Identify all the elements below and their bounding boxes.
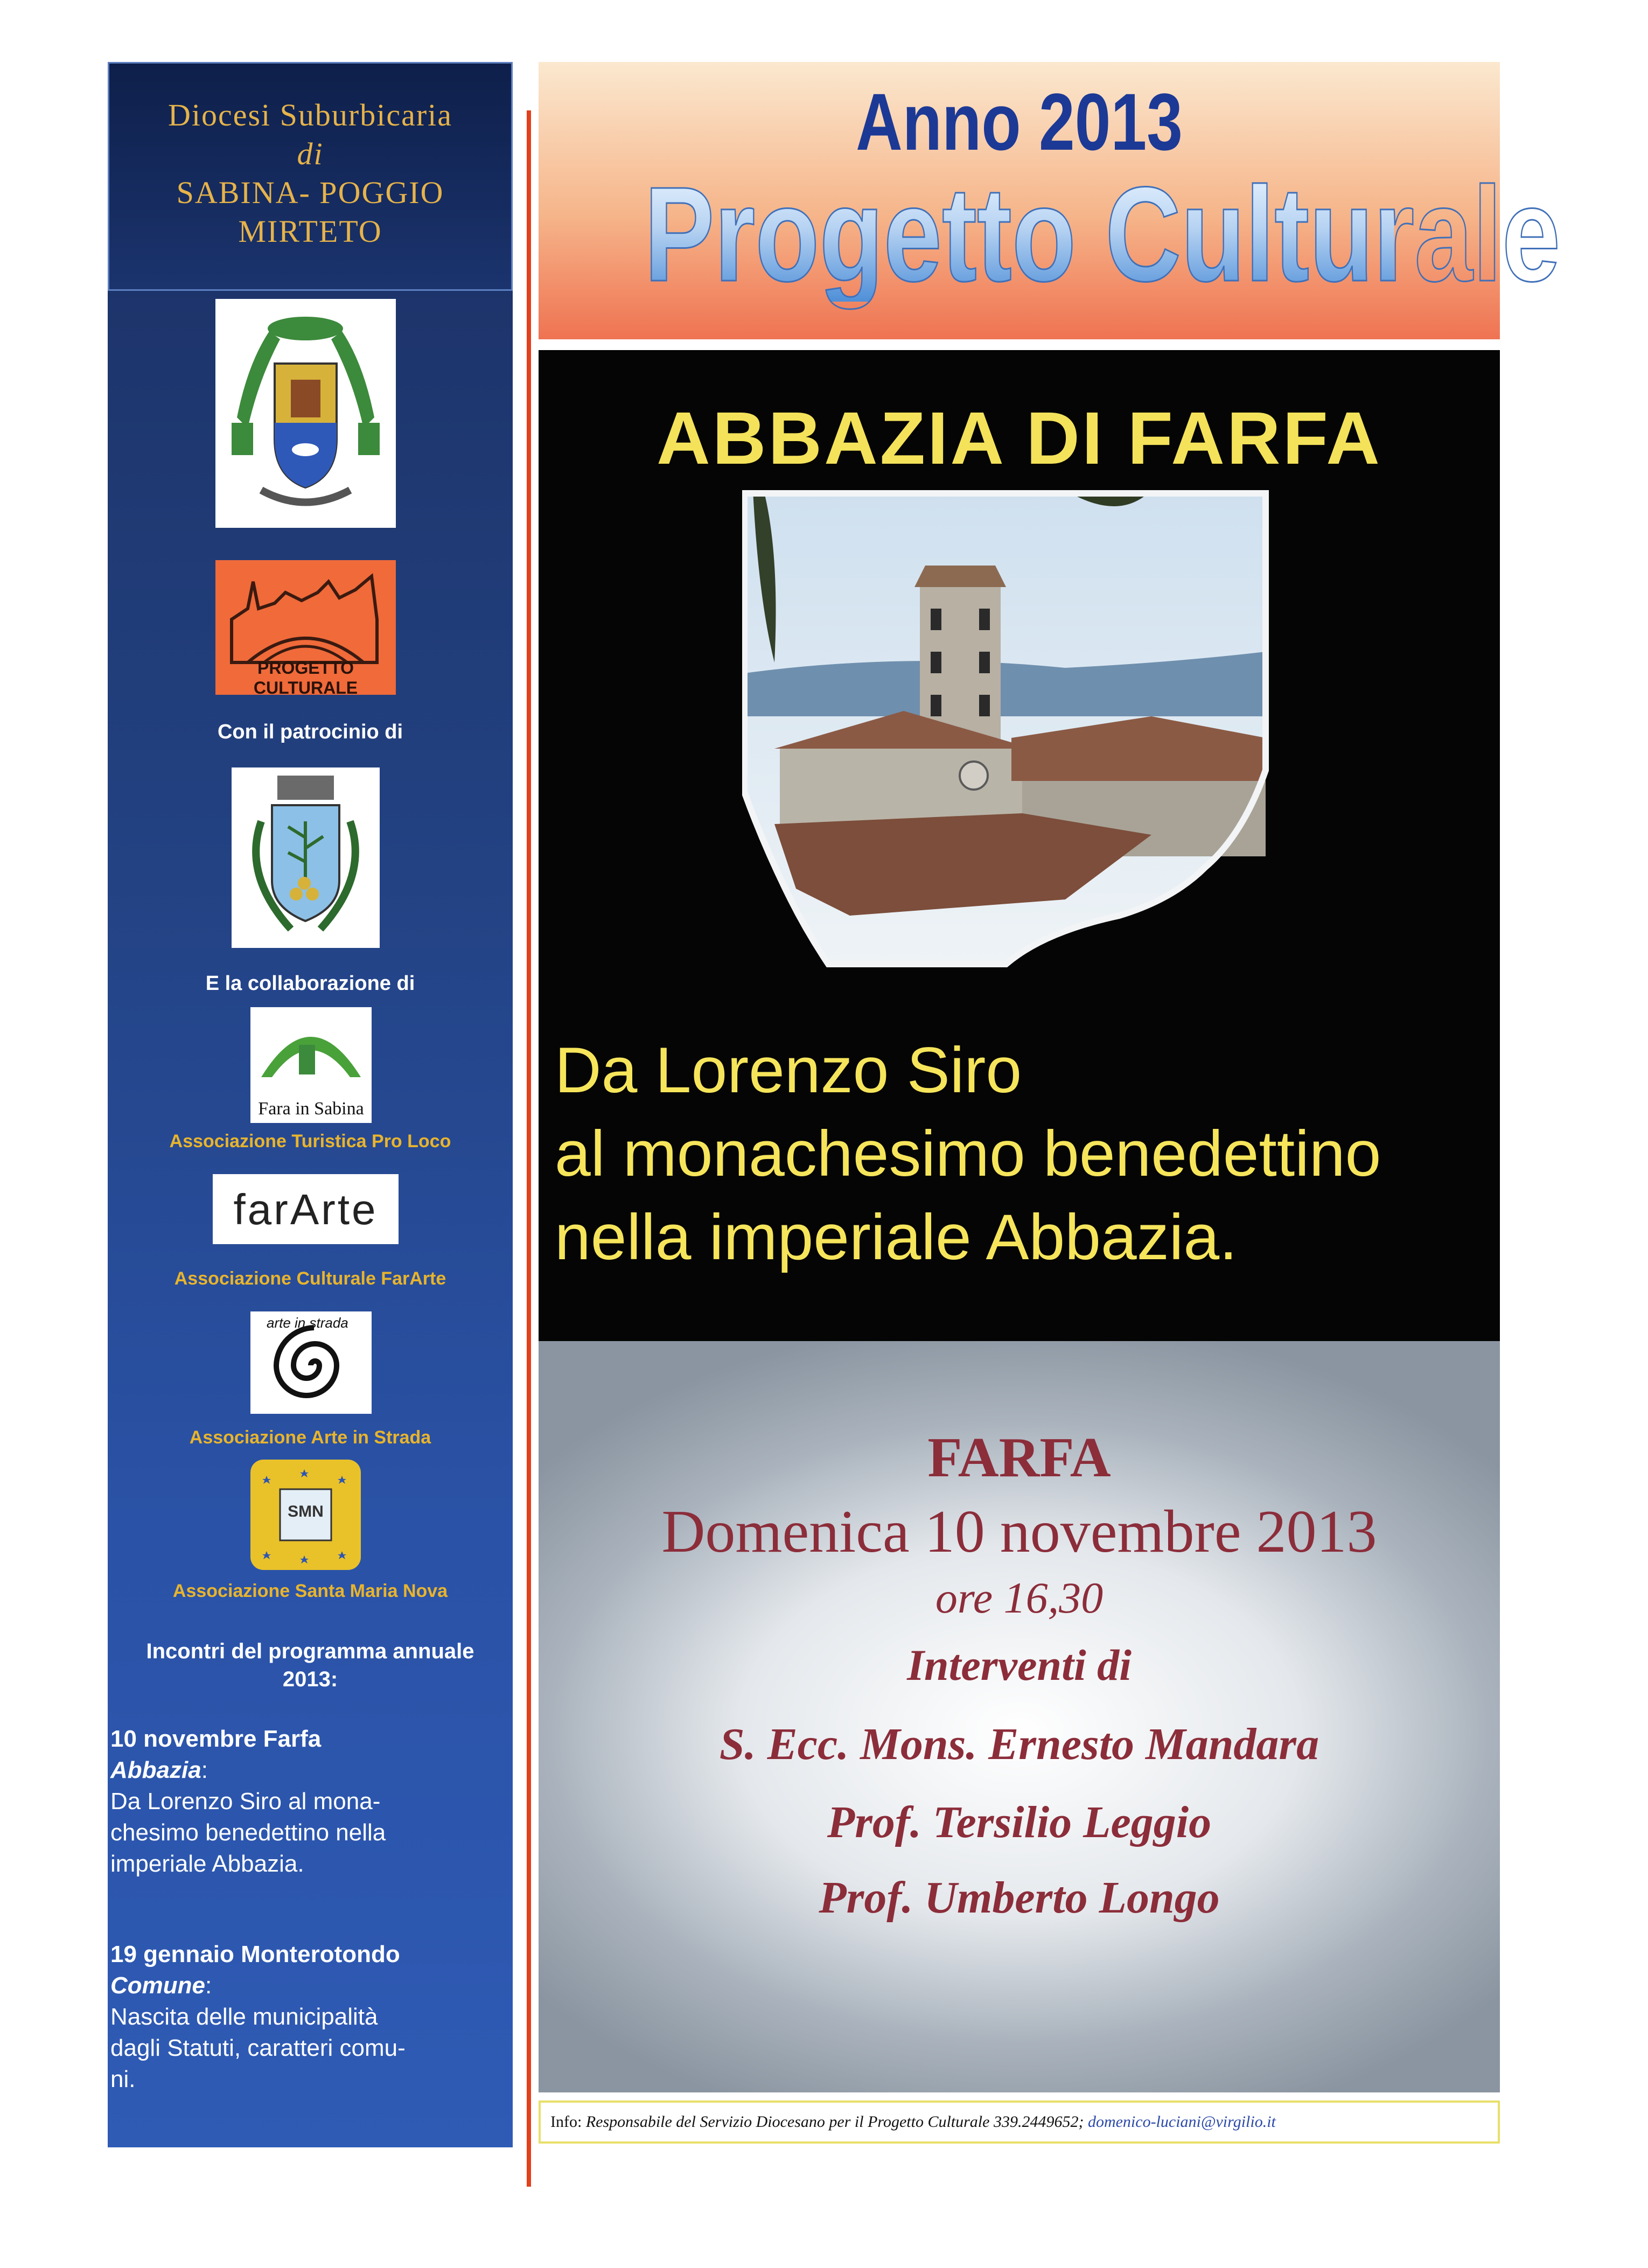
program-item-1-place-suffix: :: [201, 1757, 208, 1783]
assoc-arte-label: Associazione Arte in Strada: [189, 1427, 431, 1448]
diocese-header: [108, 62, 513, 291]
program-item-2-place: Comune: [110, 1972, 205, 1999]
event-place: FARFA: [927, 1426, 1111, 1489]
spiral-logo-icon: [250, 1311, 372, 1414]
bishop-coat-of-arms-icon: [215, 299, 396, 528]
abbey-subtitle-line-2: al monachesimo benedettino: [555, 1118, 1381, 1190]
program-item-1: [110, 1723, 509, 1880]
fararte-logo-label: farArte: [233, 1185, 378, 1233]
program-item-2-line-1: Nascita delle municipalità: [110, 2004, 378, 2030]
event-speaker-2: Prof. Tersilio Leggio: [827, 1797, 1212, 1847]
abbey-subtitle-line-3: nella imperiale Abbazia.: [555, 1201, 1238, 1273]
patrocinio-label: Con il patrocinio di: [217, 721, 403, 743]
abbey-subtitle-line-1: Da Lorenzo Siro: [555, 1034, 1022, 1106]
program-item-2-place-suffix: :: [205, 1972, 212, 1999]
assoc-proloco-label: Associazione Turistica Pro Loco: [169, 1131, 451, 1152]
collaborazione-label: E la collaborazione di: [205, 972, 415, 995]
info-text: Responsabile del Servizio Diocesano per il Progetto Culturale 339.2449652;: [585, 2113, 1088, 2131]
programma-heading-line-1: Incontri del programma annuale: [146, 1639, 474, 1663]
program-item-1-place: Abbazia: [110, 1757, 201, 1783]
programma-heading-line-2: 2013:: [282, 1667, 338, 1691]
event-interventi-label: Interventi di: [907, 1641, 1132, 1690]
progetto-logo-label: PROGETTO CULTURALE: [253, 658, 358, 697]
diocese-line-4: MIRTETO: [238, 214, 382, 249]
program-item-2-title: 19 gennaio Monterotondo: [110, 1941, 400, 1967]
municipal-coat-of-arms-icon: [232, 767, 380, 948]
accent-rule: [527, 110, 531, 2187]
event-time: ore 16,30: [935, 1573, 1104, 1622]
abbey-title: ABBAZIA DI FARFA: [657, 397, 1382, 480]
page-title: Progetto Culturale: [644, 159, 1561, 309]
info-bar: [539, 2100, 1500, 2144]
event-speaker-3: Prof. Umberto Longo: [819, 1873, 1220, 1923]
smn-logo-label: SMN: [288, 1503, 324, 1520]
arte-logo-label: arte in strada: [267, 1315, 348, 1331]
program-item-1-line-2: chesimo benedettino nella: [110, 1819, 386, 1846]
program-item-1-title: 10 novembre Farfa: [110, 1726, 322, 1752]
diocese-line-1: Diocesi Suburbicaria: [167, 97, 452, 132]
event-date: Domenica 10 novembre 2013: [661, 1498, 1377, 1565]
fararte-logo-icon: [213, 1174, 399, 1244]
year-heading: Anno 2013: [856, 76, 1183, 167]
pro-loco-logo-label: Fara in Sabina: [258, 1099, 364, 1119]
diocese-line-2: di: [297, 136, 324, 171]
program-item-1-line-1: Da Lorenzo Siro al mona-: [110, 1788, 381, 1815]
santa-maria-nova-logo-icon: [250, 1460, 361, 1570]
program-item-2-line-2: dagli Statuti, caratteri comu-: [110, 2035, 406, 2061]
program-item-1-line-3: imperiale Abbazia.: [110, 1851, 304, 1877]
progetto-culturale-logo-icon: [215, 560, 396, 695]
program-item-2: [110, 1939, 509, 2095]
event-speaker-1: S. Ecc. Mons. Ernesto Mandara: [719, 1719, 1319, 1769]
assoc-fararte-label: Associazione Culturale FarArte: [174, 1268, 446, 1289]
abbey-subtitle: [555, 1029, 1492, 1279]
program-item-2-line-3: ni.: [110, 2066, 136, 2092]
abbey-photo: [742, 490, 1270, 986]
pro-loco-logo-icon: [250, 1007, 372, 1123]
info-email-link[interactable]: domenico-luciani@virgilio.it: [1087, 2113, 1276, 2131]
assoc-smn-label: Associazione Santa Maria Nova: [172, 1581, 448, 1601]
diocese-line-3: SABINA- POGGIO: [176, 175, 444, 210]
info-prefix: Info:: [550, 2113, 586, 2131]
programma-heading: [108, 1637, 513, 1693]
